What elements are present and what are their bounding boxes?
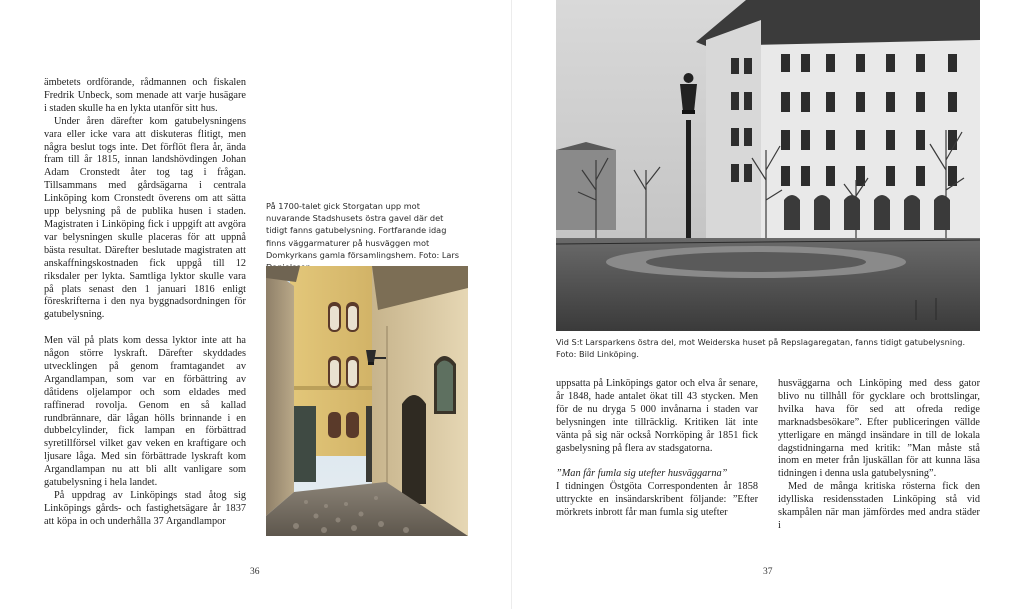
right-text-column-1 xyxy=(556,378,758,520)
left-text-column xyxy=(44,77,246,529)
paragraph: På uppdrag av Linköpings stad åtog sig Linköpings gårds- och fastighetsägare år 1837 att köpa in och underhålla 37 Argandlampor xyxy=(44,489,246,527)
right-page xyxy=(512,0,1024,609)
right-text-column-2 xyxy=(778,378,980,533)
page-number: 37 xyxy=(763,567,773,577)
photo-st-larsparken xyxy=(556,0,980,331)
photo-caption-storgatan: På 1700-talet gick Storgatan upp mot nuvarande Stadshusets östra gavel där det tidigt fanns gatubelysning. Fortfarande idag finns väggarmaturer på husväggen mot Domkyrkans gamla församlingshem. Foto: Lars xyxy=(266,201,460,260)
park-photo-illustration xyxy=(556,0,980,331)
paragraph: Men väl på plats kom dessa lyktor inte att ha någon större lyskraft. Därefter skyddades utvecklingen på genom framtagandet av Argandlampan, som var en förbättring av dåtidens oljelampor och som eldades med raffinerad rovolja. Genom en så kallad rundbrännare, där lågan hölls brinnande i en dubbelcylinder, fick lampan en förbättrad syretillförsel vilket gav veken en kraftigare och ljusare låga. Med sin förbättrade lyskraft kom Argandlampan nu att bli allt vanligare som gatubelysning i hela landet. xyxy=(44,335,246,489)
paragraph: ämbetets ordförande, rådmannen och fiskalen Fredrik Unbeck, som menade att varje husägare i staden skulle ha en lykta utanför sitt hus. xyxy=(44,77,246,114)
photo-caption-larsparken: Vid S:t Larsparkens östra del, mot Weiderska huset på Repslagaregatan, fanns tidigt gatubelysning. Foto: Bild Linköping. xyxy=(556,337,966,360)
paragraph: husväggarna och Linköping med dess gator blivo nu tillhåll för gycklare och brottslingar, hvilka hava för sed att ofreda redige marknadsbesökare”. Efter publiceringen vällde ytterligare en mängd insändare in till de lokala dagstidningarna med kritik: ”Man måste stå inom en meter från ljuskällan för att kunna läsa tidningen i denna usla gatubelysning”. xyxy=(778,378,980,480)
paragraph: uppsatta på Linköpings gator och elva år senare, år 1848, hade antalet ökat till 43 stycken. Men för de nu dryga 5 000 invånarna i staden var belysningen inte tillräcklig. Kritiken lät inte vänta på sig när också Norrköping år 1851 fick gasbelysning på flera av stadsgatorna. xyxy=(556,378,758,454)
page-number: 36 xyxy=(250,567,260,577)
paragraph: I tidningen Östgöta Correspondenten år 1858 uttryckte en insändarskribent följande: ”Efter mörkrets inbrott får man fumla sig utefter xyxy=(556,481,758,519)
paragraph: Under åren därefter kom gatubelysningens vara eller icke vara att diskuteras flitigt, men några beslut togs inte. Det förflöt flera år, ända fram till år 1815, innan landshövdingen Johan Adam Cronstedt åter tog tag i frågan. Tillsammans med gårdsägarna i centrala Linköping kom Cronstedt överens om att sätta upp belysning på de publika husen i staden. Magistraten i Linköping fick i uppgift att avgöra var belysningen skulle placeras för att uppnå bästa resultat. Därefter beslutade magistraten att anskaffningskostnaden fick uppgå till 12 riksdaler per lykta. Samtliga lyktor skulle vara på plats senast den 1 januari 1816 enligt föreskrifterna i den nya byggnadsordningen för gatubelysning. xyxy=(44,115,246,321)
photo-storgatan-alley xyxy=(266,266,468,536)
alley-photo-illustration xyxy=(266,266,468,536)
subheading: ”Man får fumla sig utefter husväggarna” xyxy=(556,468,728,480)
paragraph: Med de många kritiska rösterna fick den idylliska residensstaden Linköping stå vid skampålen när man jämfördes med andra städer i xyxy=(778,481,980,531)
